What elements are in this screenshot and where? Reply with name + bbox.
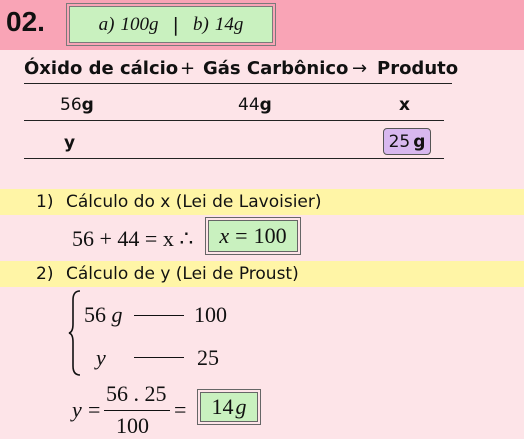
final-equals-2: = <box>174 397 187 422</box>
answer-b-label: b) <box>192 14 209 35</box>
answer-b-value: 14g <box>214 14 244 35</box>
answer-box <box>69 6 273 43</box>
fraction-denominator: 100 <box>116 413 149 438</box>
row2-product-value: 25 <box>388 131 411 152</box>
fraction-line <box>104 410 170 411</box>
proportion-line2-left: y <box>96 345 106 370</box>
final-equals-1: = <box>88 397 101 422</box>
left-brace-icon <box>68 290 82 376</box>
step2-result-value: 14 <box>211 394 234 419</box>
row2-reactant1: y <box>64 133 76 153</box>
row1-product: x <box>399 95 410 115</box>
row1-reactant1: 56g <box>60 95 94 115</box>
divider-top <box>24 83 452 84</box>
step1-number: 1) <box>36 192 54 212</box>
step1-result-box <box>208 220 298 252</box>
step1-expression: 56 + 44 = x ∴ <box>72 226 194 251</box>
step2-result-box <box>200 392 258 422</box>
divider-bottom <box>24 158 444 159</box>
row1-reactant2: 44g <box>238 95 272 115</box>
plus-sign: + <box>180 58 196 79</box>
step1-result-var: x <box>219 223 230 248</box>
answer-a-value: 100g <box>120 14 159 35</box>
answer-separator: | <box>172 13 179 36</box>
step2-title: Cálculo de y (Lei de Proust) <box>66 264 299 284</box>
divider-mid <box>24 120 444 121</box>
proportion-line2-right: 25 <box>197 345 219 370</box>
fraction-numerator: 56 . 25 <box>106 381 167 406</box>
step1-title: Cálculo do x (Lei de Lavoisier) <box>66 192 322 212</box>
step1-result-value: 100 <box>253 223 287 248</box>
reactant-1-label: Óxido de cálcio <box>24 58 179 79</box>
row2-product-unit: g <box>413 131 426 152</box>
answer-a-label: a) <box>98 14 115 35</box>
arrow-icon: → <box>352 58 368 79</box>
proportion-line1-right: 100 <box>194 302 227 327</box>
proportion-dash-2 <box>134 357 184 358</box>
step1-result-eq: = <box>235 223 248 248</box>
proportion-line1-left: 56 g <box>84 302 123 327</box>
final-variable: y <box>72 397 82 422</box>
answer-b <box>193 13 243 36</box>
step2-number: 2) <box>36 264 54 284</box>
question-number: 02. <box>6 6 45 37</box>
row2-product-box <box>383 128 431 155</box>
product-label: Produto <box>377 58 459 79</box>
step2-result-unit: g <box>235 394 247 419</box>
proportion-dash-1 <box>134 315 184 316</box>
answer-a <box>99 13 159 36</box>
reactant-2-label: Gás Carbônico <box>203 58 349 79</box>
